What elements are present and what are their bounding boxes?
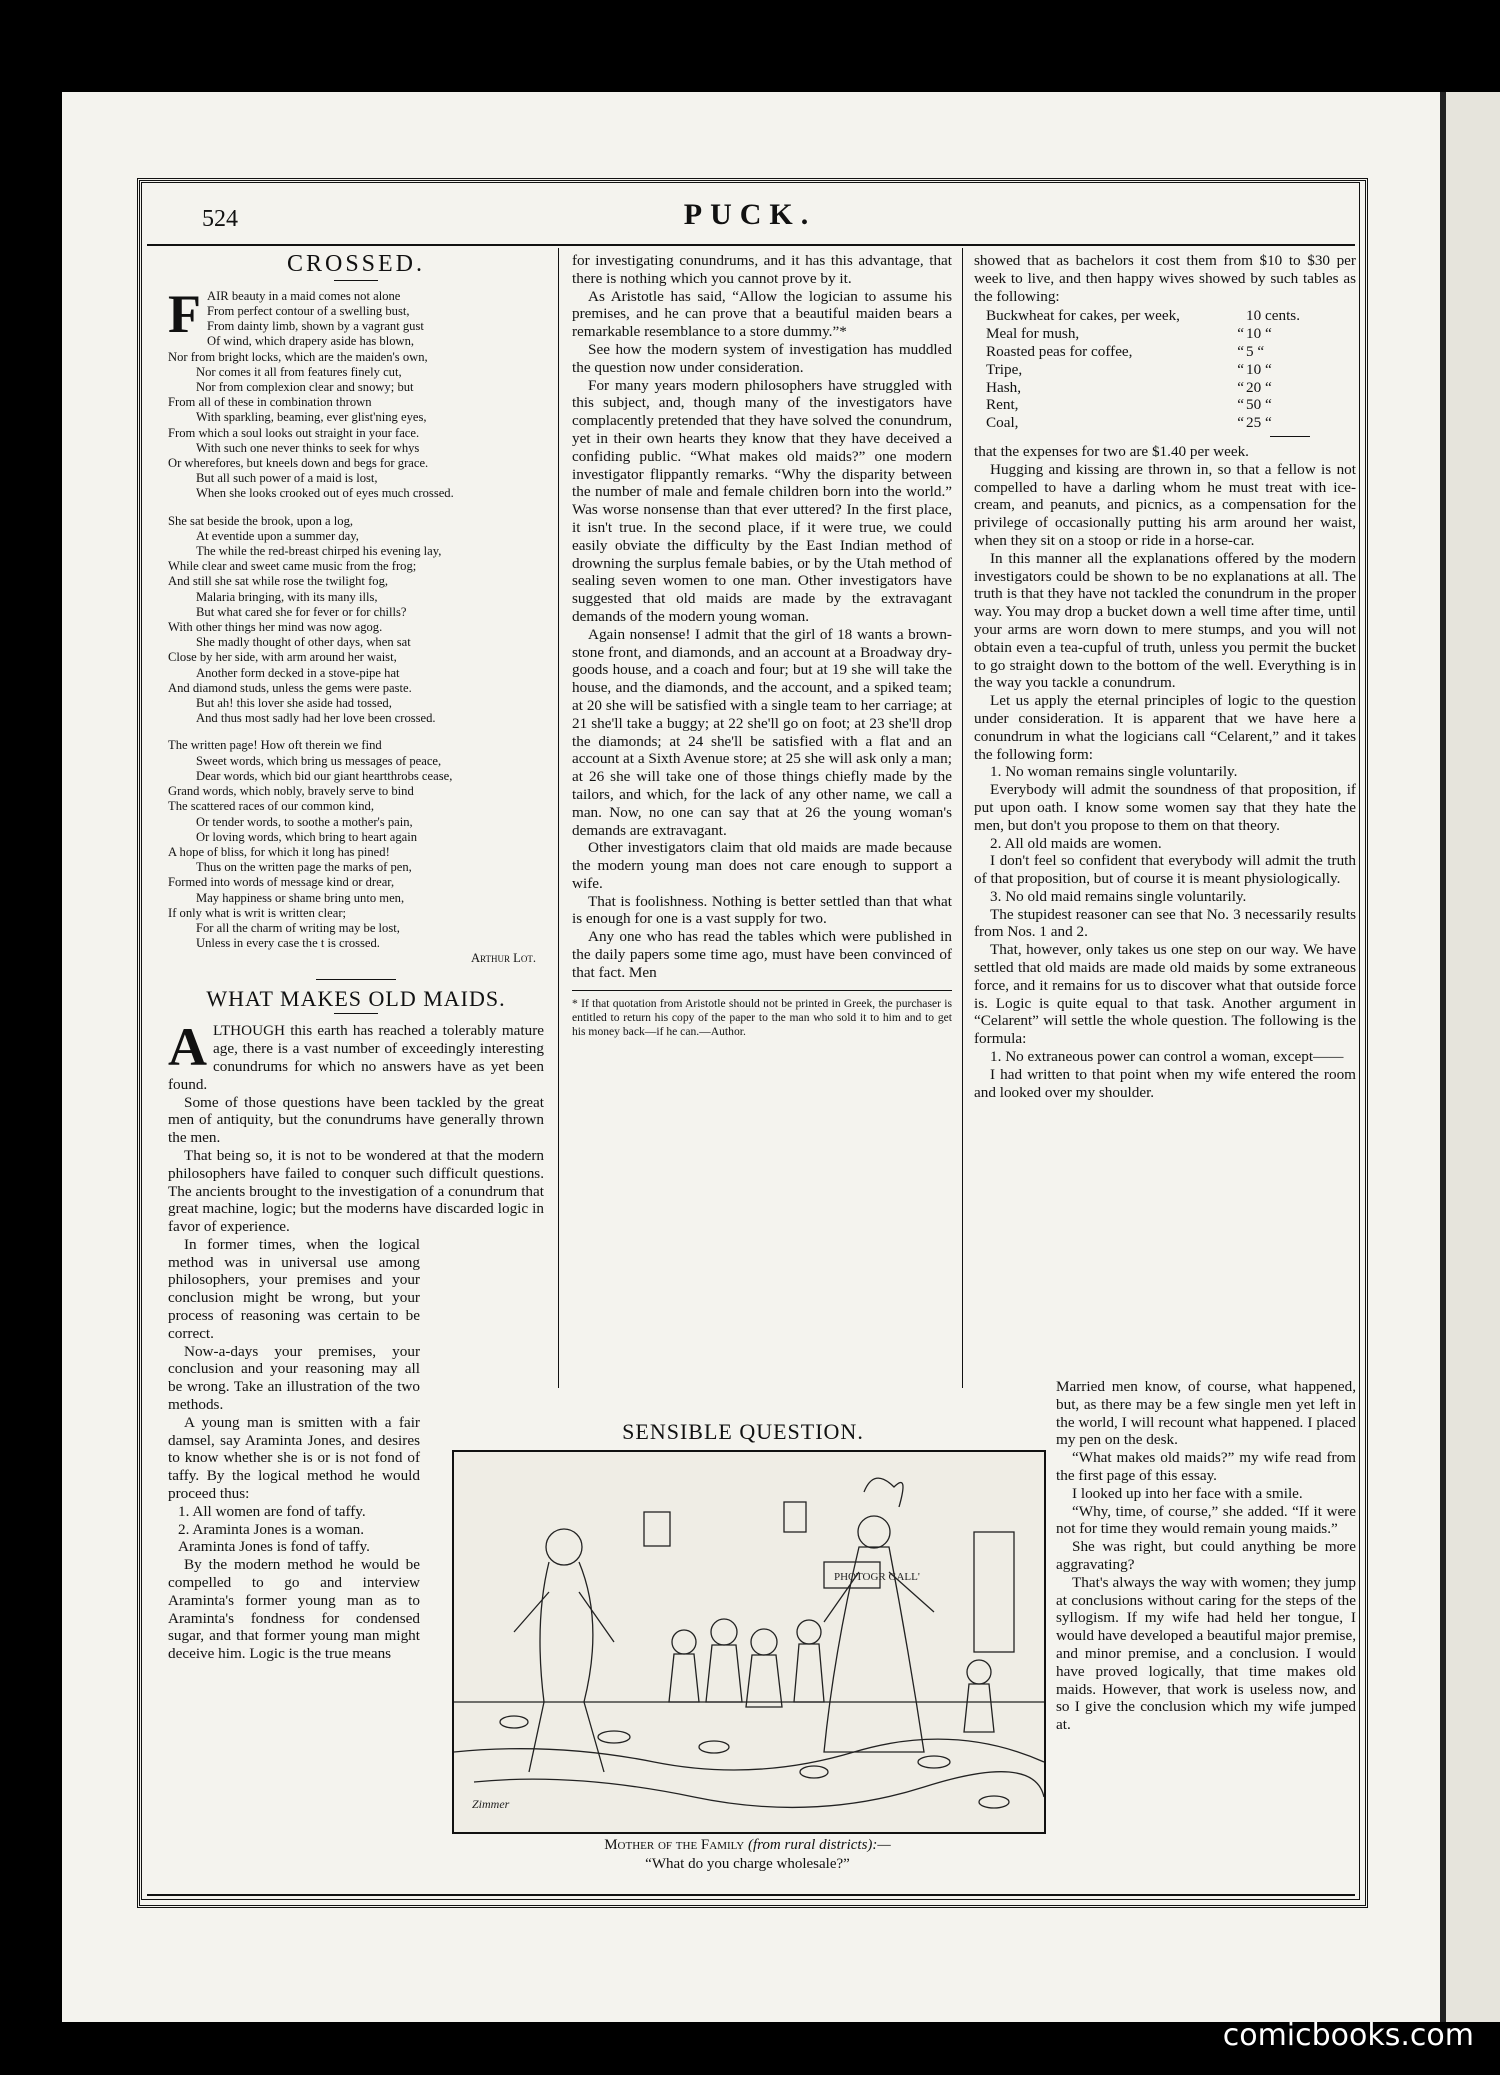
essay-paragraph: Married men know, of course, what happened, but, as there may be a few single men yet left in the world, I will recount what happened. I placed my pen on the desk. [1056, 1378, 1356, 1449]
expense-amount: 10 “ [1246, 325, 1272, 343]
poem-line: With other things her mind was now agog. [168, 620, 383, 635]
expense-item: Buckwheat for cakes, per week, [986, 307, 1180, 325]
poem-line: Unless in every case the t is crossed. [196, 936, 380, 951]
cartoon-title-wrap [444, 1415, 1042, 1451]
essay-paragraph: “Why, time, of course,” she added. “If it were not for time they would remain young maids.” [1056, 1502, 1356, 1538]
poem-line: From which a soul looks out straight in your face. [168, 425, 420, 440]
poem-line: And still she sat while rose the twilight fog, [168, 574, 389, 589]
expense-table [986, 307, 1316, 432]
poem-line: For all the charm of writing may be lost, [196, 920, 400, 935]
essay-paragraph: for investigating conundrums, and it has this advantage, that there is nothing which you cannot prove by it. [572, 252, 952, 287]
table-row [986, 307, 1316, 325]
poem-title: CROSSED. [286, 251, 426, 277]
poem-line: She madly thought of other days, when sat [196, 635, 411, 650]
poem-line: Malaria bringing, with its many ills, [196, 589, 378, 604]
page-header [150, 196, 1350, 246]
expense-item: Roasted peas for coffee, [986, 342, 1133, 360]
essay-paragraph: I had written to that point when my wife entered the room and looked over my shoulder. [974, 1065, 1356, 1101]
cartoon-caption [455, 1836, 1040, 1874]
studio-sign: PHOTOGR GALL' [834, 1571, 920, 1583]
essay-paragraph: The stupidest reasoner can see that No. 3 necessarily results from Nos. 1 and 2. [974, 905, 1356, 941]
caption-speaker: Mother of the Family [604, 1837, 745, 1853]
cartoon-illustration [452, 1450, 1046, 1834]
poem-line: Close by her side, with arm around her waist, [168, 650, 397, 665]
title-rule [334, 1013, 378, 1014]
expense-item: Rent, [986, 396, 1019, 414]
poem-line: But ah! this lover she aside had tossed, [196, 696, 392, 711]
expense-amount: 10 cents. [1246, 307, 1301, 325]
poem-line: From perfect contour of a swelling bust, [207, 304, 410, 318]
poem-line: With such one never thinks to seek for whys [196, 440, 420, 455]
column-2 [572, 252, 952, 1039]
essay-paragraph: Some of those questions have been tackled by the great men of antiquity, but the conundrums have generally thrown the men. [168, 1093, 544, 1147]
essay-paragraph: That's always the way with women; they jump at conclusions without caring for the steps of the syllogism. If my wife had held her tongue, I would have developed a beautiful major premise, and minor premise, and a conclusion. I would have proved logically, that time makes old maids. However, that work is useless now, and so I give the conclusion which my wife jumped at. [1056, 1573, 1356, 1734]
expense-item: Hash, [986, 378, 1022, 396]
essay-paragraph: LTHOUGH this earth has reached a tolerably mature age, there is a vast number of exceedingly interesting conundrums for which no answers have as yet been found. [168, 1022, 544, 1093]
essay-paragraph: “What makes old maids?” my wife read from the first page of this essay. [1056, 1449, 1356, 1484]
essay-paragraph: In this manner all the explanations offered by the modern investigators could be shown to be no explanations at all. The truth is that they have not tackled the conundrum in the proper way. You may drop a bucket down a well time after time, until your arms are worn down to mere stumps, and you will not obtain even a tea-cupful of truth, unless you permit the bucket to go straight down to the bottom of the well. Everything is in the way you tackle a conundrum. [974, 549, 1356, 692]
poem-line: Of wind, which drapery aside has blown, [207, 334, 415, 349]
section-rule [316, 979, 396, 980]
poem-drop-cap: F [168, 283, 201, 344]
poem-line: Or wherefores, but kneels down and begs for grace. [168, 456, 429, 471]
essay-paragraph: Everybody will admit the soundness of that proposition, if put upon oath. I know some women say that they hate the men, but don't you propose to them on that theory. [974, 781, 1356, 834]
poem-line: May happiness or shame bring unto men, [196, 890, 405, 905]
poem-line: She sat beside the brook, upon a log, [168, 513, 354, 528]
poem-line: The scattered races of our common kind, [168, 799, 374, 814]
essay-paragraph: That being so, it is not to be wondered at that the modern philosophers have failed to conquer such difficult questions. The ancients brought to the investigation of a conundrum that great machine, logic; but the moderns have discarded logic in favor of experience. [168, 1146, 544, 1236]
poem-line: Formed into words of message kind or drear, [168, 875, 395, 890]
table-row: Coal, “ 25 “ [986, 414, 1316, 432]
poem-line: Another form decked in a stove-pipe hat [196, 665, 400, 680]
footnote: * If that quotation from Aristotle should not be printed in Greek, the purchaser is entitled to return his copy of the paper to the man who sold it to him and to get his money back—if he can.—Author. [572, 990, 952, 1039]
header-rule [147, 244, 1355, 246]
essay-paragraph: that the expenses for two are $1.40 per week. [974, 442, 1249, 460]
poem-line: But all such power of a maid is lost, [196, 471, 378, 486]
poem-line: Nor comes it all from features finely cut, [196, 364, 402, 379]
table-row: Tripe, “ 10 “ [986, 361, 1316, 379]
poem-line: AIR beauty in a maid comes not alone [207, 288, 401, 303]
poem-line: If only what is writ is written clear; [168, 905, 347, 920]
column-divider-2 [962, 248, 963, 1388]
poem-line: Nor from complexion clear and snowy; but [196, 380, 414, 395]
essay-paragraph: Hugging and kissing are thrown in, so that a fellow is not compelled to have a darling whom he must treat with ice-cream, and peanuts, and picnics, as a compensation for the privilege of occasionally putting his arm around her waist, when they sit on a stoop or ride in a horse-car. [974, 460, 1356, 549]
essay-paragraph: I looked up into her face with a smile. [1072, 1484, 1303, 1502]
poem-line: The written page! How oft therein we find [168, 738, 382, 753]
poem-line: A hope of bliss, for which it long has pined! [168, 844, 390, 859]
essay-paragraph: showed that as bachelors it cost them from $10 to $30 per week to live, and then happy wives showed by such tables as the following: [974, 252, 1356, 305]
essay-paragraph: I don't feel so confident that everybody will admit the truth of that proposition, but of course it is meant physiologically. [974, 852, 1356, 888]
adjacent-page-edge [1440, 92, 1500, 2022]
sum-rule [1270, 436, 1310, 437]
syllogism-line: 2. All old maids are women. [990, 834, 1162, 852]
essay-paragraph: In former times, when the logical method was in universal use among philosophers, your premises and your conclusion might be wrong, but your process of reasoning was certain to be correct. [168, 1235, 420, 1342]
title-rule [334, 280, 378, 281]
syllogism-line: 1. No extraneous power can control a woman, except—— [990, 1048, 1344, 1066]
syllogism-line: 2. Araminta Jones is a woman. [178, 1520, 365, 1538]
poem-body [168, 283, 544, 967]
expense-amount: 10 “ [1246, 360, 1272, 378]
table-row: Rent, “ 50 “ [986, 396, 1316, 414]
essay-paragraph: Other investigators claim that old maids are made because the modern young man does not care enough to support a wife. [572, 839, 952, 892]
table-row: Hash, “ 20 “ [986, 379, 1316, 397]
table-row: Roasted peas for coffee, “ 5 “ [986, 343, 1316, 361]
cartoon-drawing [454, 1452, 1044, 1832]
poem-line: Thus on the written page the marks of pen, [196, 860, 412, 875]
essay-paragraph: As Aristotle has said, “Allow the logician to assume his premises, and he can prove that a beautiful maiden bears a remarkable resemblance to a store dummy.”* [572, 287, 952, 341]
expense-amount: 25 “ [1246, 414, 1272, 432]
expense-item: Coal, [986, 414, 1019, 432]
caption-quote: “What do you charge wholesale?” [645, 1856, 850, 1872]
poem-line: Grand words, which nobly, bravely serve to bind [168, 784, 414, 799]
poem-line: Or tender words, to soothe a mother's pain, [196, 814, 413, 829]
essay-drop-cap: A [168, 1017, 207, 1078]
poem-line: Or loving words, which bring to heart again [196, 829, 418, 844]
poem-line: From all of these in combination thrown [168, 395, 372, 410]
poem-line: The while the red-breast chirped his evening lay, [196, 544, 442, 559]
poem-line: And thus most sadly had her love been crossed. [196, 711, 436, 726]
essay-paragraph: Again nonsense! I admit that the girl of 18 wants a brown-stone front, and diamonds, and an account at a Broadway dry-goods house, and a coach and four; but at 19 she will take the house, and the diamonds, and the account, and a spiked team; at 20 she will be satisfied with a single team to her carriage; at 21 she'll take a buggy; at 22 she'll go on foot; at 23 she'll drop the diamonds; at 24 she'll be satisfied with a flat and an account at a Sixth Avenue store; at 25 she will ask only a man; at 26 she will take one of those things chiefly made by the tailors, and which, for the lack of any other name, we call a man. Now, no one can say that at 26 the young woman's demands are extravagant. [572, 625, 952, 839]
essay-paragraph: See how the modern system of investigation has muddled the question now under consideration. [572, 340, 952, 376]
poem-line: Nor from bright locks, which are the maiden's own, [168, 349, 428, 364]
poem-line: At eventide upon a summer day, [196, 528, 359, 543]
expense-item: Meal for mush, [986, 325, 1080, 343]
essay-paragraph: She was right, but could anything be more aggravating? [1056, 1538, 1356, 1573]
column-divider-1 [558, 248, 559, 1388]
essay-paragraph: For many years modern philosophers have struggled with this subject, and, though many of the investigators have complacently pretended that they have solved the conundrum, yet in their own hearts they know that they have deceived a confiding public. “What makes old maids?” one modern investigator flippantly remarks. “Why the disparity between the number of male and female children born into the world.” Was worse nonsense than that ever uttered? In the first place, it isn't true. In the second place, if it were true, we could easily obviate the difficulty by the East Indian method of drowning the surplus female babies, or by the Utah method of sealing seven women to one man. Other investigators have suggested that old maids are made by the extravagant demands of the modern young woman. [572, 376, 952, 625]
essay-paragraph: By the modern method he would be compelled to go and interview Araminta's former young man as to Araminta's fondness for condensed sugar, and that former young man might deceive him. Logic is the true means [168, 1556, 420, 1663]
syllogism-line: Araminta Jones is fond of taffy. [178, 1538, 370, 1556]
poem-line: And diamond studs, unless the gems were paste. [168, 680, 412, 695]
masthead: PUCK. [683, 198, 817, 231]
expense-amount: 5 “ [1246, 342, 1265, 360]
essay-paragraph: Now-a-days your premises, your conclusion and your reasoning may all be wrong. Take an illustration of the two methods. [168, 1342, 420, 1414]
essay-paragraph: Let us apply the eternal principles of logic to the question under consideration. It is apparent that we have here a conundrum in what the logicians call “Celarent,” and it takes the following form: [974, 692, 1356, 763]
footer-rule [147, 1894, 1355, 1896]
expense-item: Tripe, [986, 360, 1023, 378]
poem-line: From dainty limb, shown by a vagrant gust [207, 319, 424, 334]
poem-line: Dear words, which bid our giant heartthrobs cease, [196, 768, 453, 783]
poem-line: With sparkling, beaming, ever glist'ning eyes, [196, 410, 427, 425]
poem-line: While clear and sweet came music from the frog; [168, 559, 417, 574]
cartoon-title: SENSIBLE QUESTION. [622, 1419, 864, 1444]
artist-signature: Zimmer [472, 1797, 510, 1811]
essay-paragraph: A young man is smitten with a fair damsel, say Araminta Jones, and desires to know whether she is or is not fond of taffy. By the logical method he would proceed thus: [168, 1413, 420, 1503]
poem-line: Sweet words, which bring us messages of peace, [196, 753, 442, 768]
column-3 [974, 252, 1356, 1101]
poem-signature: Arthur Lot. [470, 951, 536, 966]
caption-source: (from rural districts):— [747, 1837, 891, 1853]
expense-amount: 50 “ [1246, 396, 1272, 414]
expense-amount: 20 “ [1246, 378, 1272, 396]
watermark: comicbooks.com [1222, 2018, 1474, 2053]
page-number: 524 [202, 206, 238, 232]
poem-line: But what cared she for fever or for chills? [196, 604, 407, 619]
essay-title: WHAT MAKES OLD MAIDS. [206, 985, 506, 1011]
syllogism-line: 3. No old maid remains single voluntarily. [990, 887, 1247, 905]
column-3-tail [1056, 1378, 1356, 1734]
table-row: Meal for mush, “ 10 “ [986, 325, 1316, 343]
essay-paragraph: Any one who has read the tables which were published in the daily papers some time ago, must have been convinced of that fact. Men [572, 928, 952, 981]
essay-paragraph: That, however, only takes us one step on our way. We have settled that old maids are made old maids by some extraneous force, and it remains for us to discover what that outside force is. Logic is quite equal to that task. Another argument in “Celarent” will settle the whole question. The following is the formula: [974, 941, 1356, 1048]
poem-line: When she looks crooked out of eyes much crossed. [196, 486, 454, 501]
essay-paragraph: That is foolishness. Nothing is better settled than that what is enough for one is a vast supply for two. [572, 892, 952, 928]
syllogism-line: 1. All women are fond of taffy. [178, 1502, 366, 1520]
syllogism-line: 1. No woman remains single voluntarily. [990, 763, 1238, 781]
